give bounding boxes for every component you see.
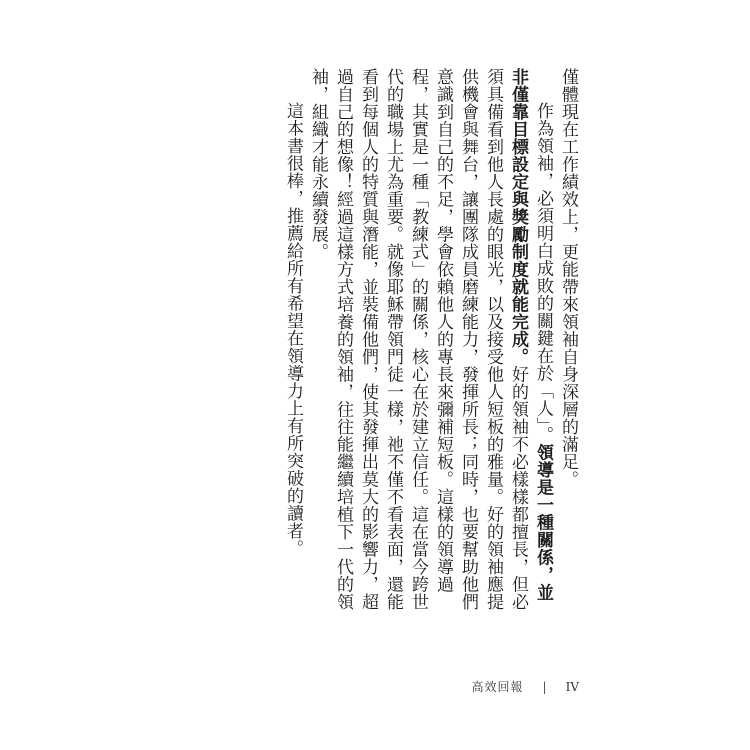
paragraph-text: 好的領袖不必樣樣都擅長，但必須具備看到他人長處的眼光，以及接受他人短板的雅量。好的領袖應提供機會與舞台，讓團隊成員磨練能力，發揮所長；同時，也要幫助他們意識到自己的不足，學會依賴他人的專長來彌補短板。這樣的領導過程，其實是一種「教練式」的關係，核心在於建立信任。這在當今跨世代的職場上尤為重要。就像耶穌帶領門徒一樣，祂不僅不看表面，還能看到每個人的特質與潛能，並裝備他們，使其發揮出莫大的影響力，超過自己的想像！經過這樣方式培養的領袖，往往能繼續培植下一代的領袖，組織才能永續發展。 xyxy=(308,68,528,611)
paragraph-text: 作為領袖，必須明白成敗的關鍵在於「人」。 xyxy=(533,102,553,444)
paragraph-text: 這本書很棒，推薦給所有希望在領導力上有所突破的讀者。 xyxy=(283,102,303,557)
body-paragraph xyxy=(555,68,580,613)
page-footer xyxy=(472,678,579,695)
running-title: 高效回報 xyxy=(471,680,524,694)
footer-separator: | xyxy=(542,679,547,694)
emphasized-text: 領導是一種關係，並非僅靠目標設定與獎勵制度就能完成。 xyxy=(508,68,553,601)
page-number: IV xyxy=(565,679,579,694)
body-paragraph xyxy=(305,68,555,613)
body-paragraph xyxy=(280,68,305,613)
paragraph-text: 僅體現在工作績效上，更能帶來領袖自身深層的滿足。 xyxy=(558,68,578,488)
vertical-text-body xyxy=(283,68,580,613)
